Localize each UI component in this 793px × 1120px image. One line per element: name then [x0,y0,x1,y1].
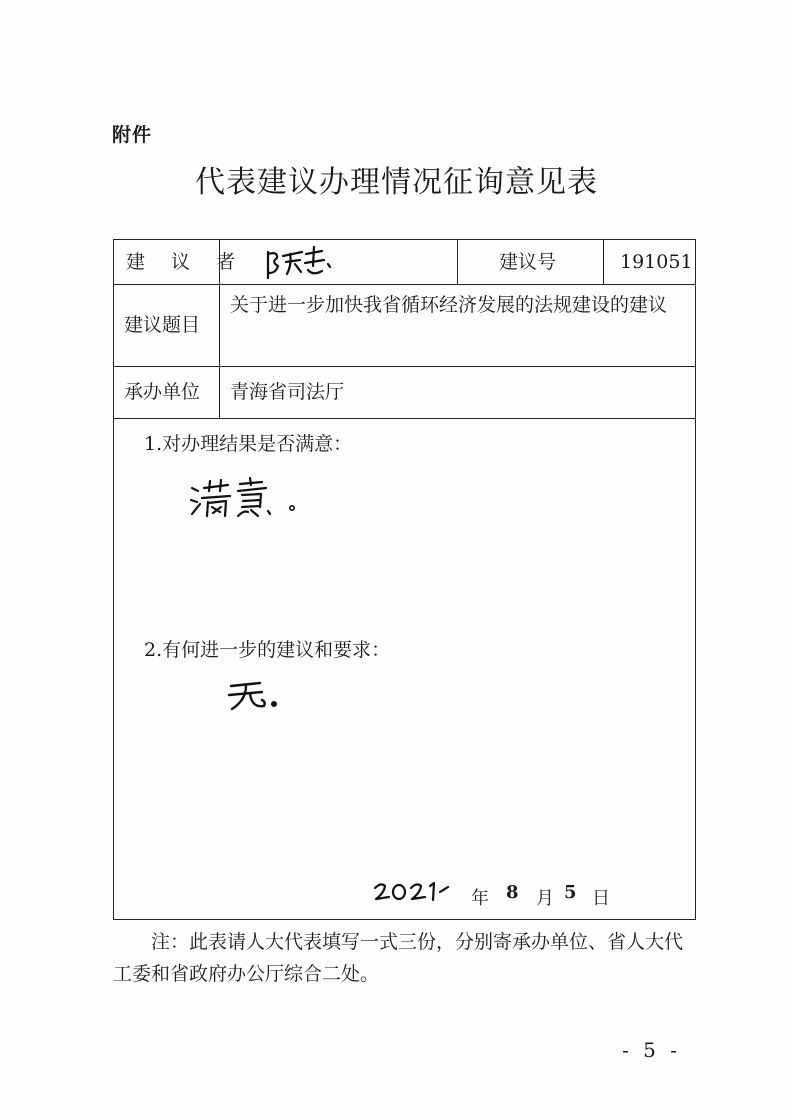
proposal-number: 191051 [620,251,693,273]
answer-2-handwriting [226,678,282,714]
proposer-label: 建 议 者 [126,251,246,273]
opinion-form [113,239,696,920]
question-2: 2.有何进一步的建议和要求： [144,639,391,661]
subject-text: 关于进一步加快我省循环经济发展的法规建设的建议 [230,294,668,316]
handler-label: 承办单位 [124,381,201,403]
answer-1-handwriting [188,476,308,520]
row-divider [114,366,695,367]
proposer-signature [262,242,342,282]
question-1: 1.对办理结果是否满意： [144,433,353,455]
year-label: 年 [471,888,489,909]
footnote-text: 注：此表请人大代表填写一式三份，分别寄承办单位、省人大代工委和省政府办公厅综合二处。 [113,931,684,985]
footnote [113,926,698,990]
handler-value: 青海省司法厅 [230,381,345,403]
row-divider [114,284,695,285]
year-handwriting [372,878,454,904]
document-title: 代表建议办理情况征询意见表 [195,165,598,200]
column-divider [603,240,604,284]
month-value: 8 [506,882,519,903]
subject-label: 建议题目 [124,314,201,336]
day-label: 日 [592,888,610,909]
month-label: 月 [536,888,554,909]
row-divider [114,418,695,419]
proposal-number-label: 建议号 [499,251,557,273]
column-divider [457,240,458,284]
attachment-label: 附件 [112,124,153,146]
page-number: - 5 - [622,1038,681,1062]
day-value: 5 [564,882,577,903]
